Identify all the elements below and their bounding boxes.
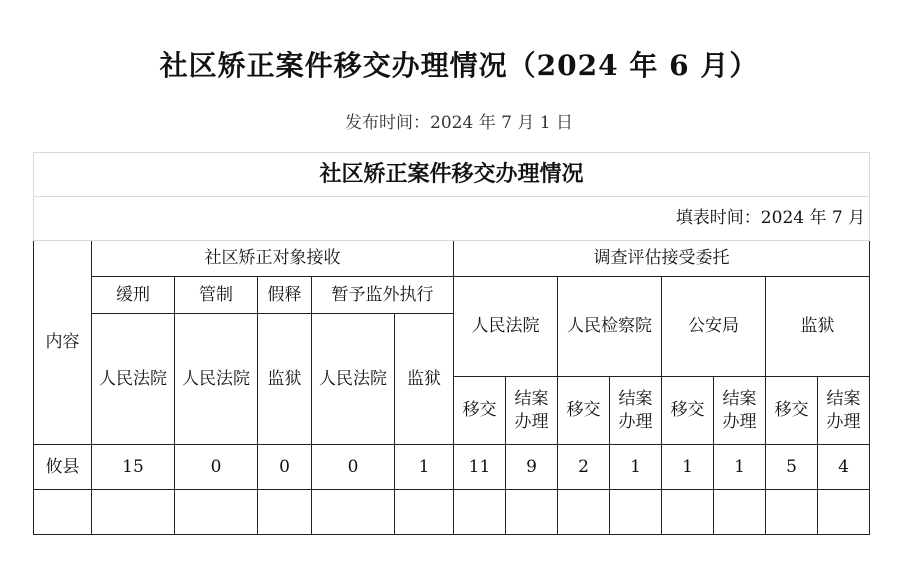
cell-value: 1	[610, 445, 662, 490]
cell-value: 0	[312, 445, 395, 490]
cell-value: 11	[454, 445, 506, 490]
court-closed: 结案 办理	[506, 377, 558, 445]
receive-col-court-2: 人民法院	[175, 314, 258, 445]
subheader-jiashi: 假释	[258, 277, 312, 314]
cell-value: 4	[818, 445, 870, 490]
police-transfer: 移交	[662, 377, 714, 445]
cell-value: 1	[662, 445, 714, 490]
empty-row	[34, 490, 870, 535]
subheader-guanzhi: 管制	[175, 277, 258, 314]
prison-transfer: 移交	[766, 377, 818, 445]
publish-date: 发布时间：2024 年 7 月 1 日	[345, 113, 573, 133]
group-header-receive: 社区矫正对象接收	[92, 241, 454, 277]
cell-value: 9	[506, 445, 558, 490]
fill-time: 填表时间：2024 年 7 月	[34, 197, 870, 241]
group-header-survey: 调查评估接受委托	[454, 241, 870, 277]
receive-col-prison-2: 监狱	[395, 314, 454, 445]
receive-col-court-1: 人民法院	[92, 314, 175, 445]
org-prison: 监狱	[766, 277, 870, 377]
procuratorate-transfer: 移交	[558, 377, 610, 445]
case-transfer-table	[33, 152, 870, 535]
cell-value: 5	[766, 445, 818, 490]
police-closed: 结案 办理	[714, 377, 766, 445]
page-title: 社区矫正案件移交办理情况（2024 年 6 月）	[159, 49, 759, 82]
prison-closed: 结案 办理	[818, 377, 870, 445]
receive-col-prison-1: 监狱	[258, 314, 312, 445]
cell-value: 1	[395, 445, 454, 490]
court-transfer: 移交	[454, 377, 506, 445]
row-label: 攸县	[34, 445, 92, 490]
subheader-huanxing: 缓刑	[92, 277, 175, 314]
receive-col-court-3: 人民法院	[312, 314, 395, 445]
cell-value: 15	[92, 445, 175, 490]
org-court: 人民法院	[454, 277, 558, 377]
cell-value: 0	[258, 445, 312, 490]
table-caption: 社区矫正案件移交办理情况	[34, 153, 870, 197]
table-row	[34, 445, 870, 490]
procuratorate-closed: 结案 办理	[610, 377, 662, 445]
subheader-zanyu: 暂予监外执行	[312, 277, 454, 314]
cell-value: 1	[714, 445, 766, 490]
content-header: 内容	[34, 241, 92, 445]
cell-value: 2	[558, 445, 610, 490]
org-police: 公安局	[662, 277, 766, 377]
org-procuratorate: 人民检察院	[558, 277, 662, 377]
cell-value: 0	[175, 445, 258, 490]
